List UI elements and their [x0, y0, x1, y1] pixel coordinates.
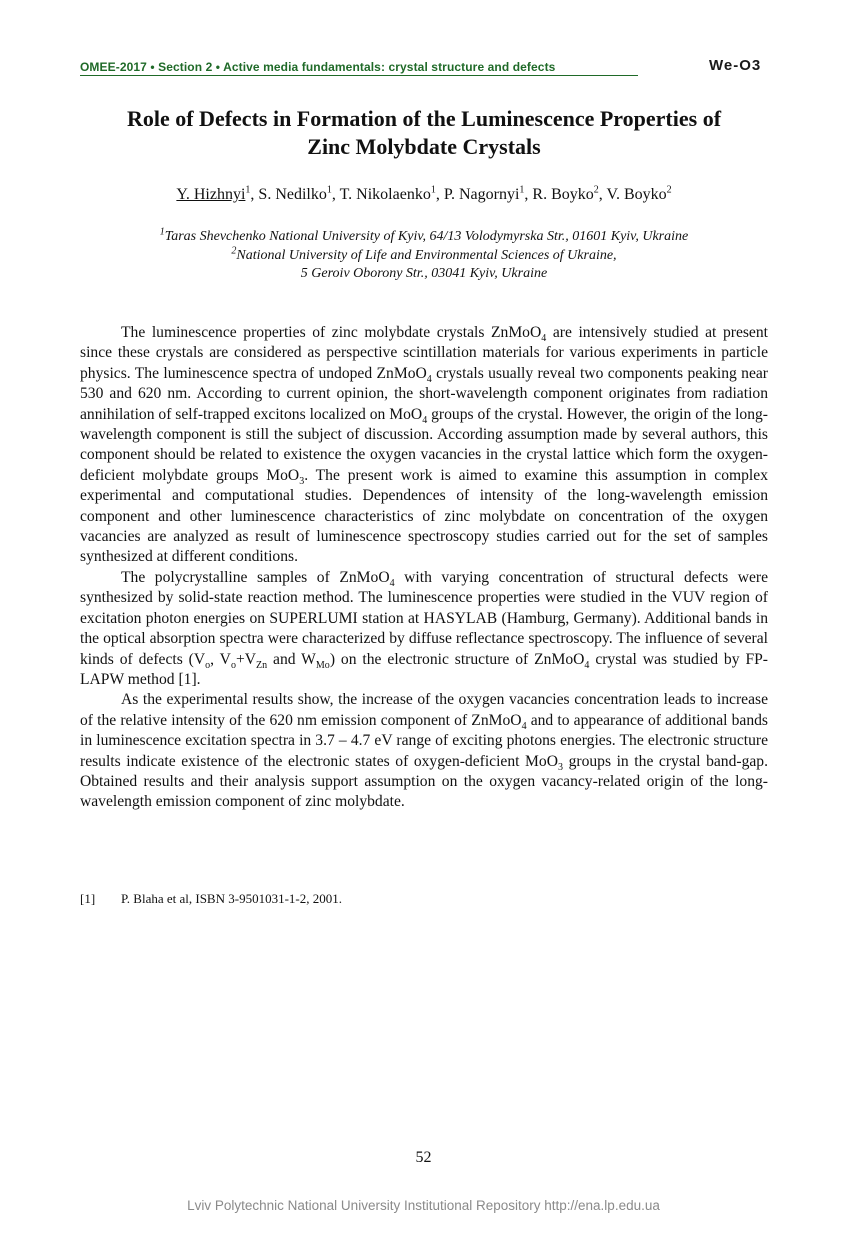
text-run: and W — [267, 650, 316, 668]
author — [176, 186, 250, 203]
affiliation-1-text: Taras Shevchenko National University of Kyiv, 64/13 Volodymyrska Str., 01601 Kyiv, Ukraine — [164, 229, 689, 244]
reference-text: P. Blaha et al, ISBN 3-9501031-1-2, 2001. — [121, 891, 342, 906]
text-run: , V — [210, 650, 231, 668]
subscript: 4 — [389, 577, 395, 589]
subscript: 4 — [541, 333, 547, 345]
subscript: Zn — [256, 659, 268, 671]
subscript: Mo — [315, 659, 330, 671]
author-name: Y. Hizhnyi — [176, 186, 246, 203]
abstract-paragraph-1 — [80, 323, 768, 568]
author-affiliation-mark: 1 — [430, 184, 436, 196]
page-number: 52 — [415, 1149, 432, 1166]
text-run: with varying concentration of structural defects were synthesized by solid-state reaction method. The luminescence properties were studied in the VUV region of excitation photon energies on SUPERLUMI station at HASYLAB (Hamburg, Germany). Additional bands in the optical absorption spectra were characterized by diffuse reflectance spectroscopy. The influence of several kinds of defects (V — [80, 568, 768, 668]
subscript: 4 — [422, 414, 428, 426]
author-name: R. Boyko — [532, 186, 594, 203]
subscript: o — [230, 659, 236, 671]
text-run: crystals usually reveal two components peaking near 530 and 620 nm. According to current opinion, the short-wavelength component originates from radiation annihilation of self-trapped excitons localized on MoO — [80, 364, 769, 423]
author-affiliation-mark: 1 — [245, 184, 251, 196]
subscript: o — [205, 659, 211, 671]
paper-title — [80, 105, 768, 161]
subscript: 4 — [584, 659, 590, 671]
author-name: T. Nikolaenko — [339, 186, 431, 203]
subscript: 4 — [521, 720, 527, 732]
author — [532, 186, 598, 203]
text-run: +V — [235, 650, 256, 668]
affiliation-1 — [80, 228, 768, 247]
text-run: As the experimental results show, the increase of the oxygen vacancies concentration leads to increase of the relative intensity of the 620 nm emission component of ZnMoO — [80, 691, 768, 729]
affiliation-2-text: National University of Life and Environmental Sciences of Ukraine, — [236, 247, 617, 263]
repository-footer: Lviv Polytechnic National University Institutional Repository http://ena.lp.edu.ua — [187, 1198, 660, 1213]
author — [258, 186, 331, 203]
author-affiliation-mark: 1 — [326, 184, 332, 196]
text-run: groups in the crystal band-gap. Obtained results and their analysis support assumption on the oxygen vacancy-related origin of the long-wavelength emission component of zinc molybdate. — [80, 752, 768, 811]
reference-number: [1] — [80, 891, 96, 906]
author-name: P. Nagornyi — [443, 186, 520, 203]
text-run: are intensively studied at present since these crystals are considered as perspective scintillation materials for various experiments in particle physics. The luminescence spectra of undoped ZnMoO — [80, 324, 768, 382]
author-affiliation-mark: 1 — [519, 184, 525, 196]
author-name: V. Boyko — [606, 186, 667, 203]
affiliation-2 — [80, 244, 768, 266]
author — [606, 186, 671, 203]
reference-item — [80, 891, 768, 907]
affiliation-1-mark: 1 — [159, 226, 165, 238]
abstract-paragraph-2 — [80, 568, 768, 690]
paper-title-line-1: Role of Defects in Formation of the Luminescence Properties of — [126, 106, 722, 131]
abstract-paragraph-3 — [80, 690, 768, 812]
text-run: ) on the electronic structure of ZnMoO — [329, 650, 585, 668]
author — [340, 186, 436, 203]
author-name: S. Nedilko — [258, 186, 327, 203]
text-run: and to appearance of additional bands in luminescence excitation spectra in 3.7 – 4.7 eV range of exciting photons energies. The electronic structure results indicate existence of the electronic states of oxygen-deficient MoO — [80, 711, 768, 770]
text-run: The luminescence properties of zinc molybdate crystals ZnMoO — [121, 324, 542, 341]
running-header-section: OMEE-2017 • Section 2 • Active media fundamentals: crystal structure and defects — [80, 60, 556, 74]
subscript: 3 — [558, 761, 563, 773]
author-list: Y. Hizhnyi$^1$, S. Nedilko$^1$, T. Nikolaenko$^1$, P. Nagornyi$^1$, R. Boyko$^2$, V. Boyko$^2$ — [176, 184, 672, 203]
author — [444, 186, 525, 203]
text-run: crystal was studied by FP-LAPW method [1]. — [80, 650, 768, 688]
text-run: The polycrystalline samples of ZnMoO — [121, 568, 390, 586]
text-run: groups of the crystal. However, the origin of the long-wavelength component is still the subject of discussion. According assumption made by several authors, this component should be related to existence the oxygen vacancies in the crystal lattice which form the oxygen-deficient molybdate groups MoO — [80, 405, 768, 484]
header-underline — [80, 75, 638, 76]
affiliation-2-address: 5 Geroiv Oborony Str., 03041 Kyiv, Ukraine — [300, 266, 548, 281]
author-affiliation-mark: 2 — [666, 184, 672, 196]
paper-title-line-2: Zinc Molybdate Crystals — [307, 134, 541, 159]
subscript: 3 — [299, 475, 305, 487]
author-affiliation-mark: 2 — [593, 184, 599, 196]
subscript: 4 — [426, 373, 432, 385]
abstract-body — [80, 323, 768, 813]
running-header-code: We-O3 — [709, 57, 762, 74]
text-run: . The present work is aimed to examine this assumption in complex experimental and computational studies. Dependences of intensity of the long-wavelength emission component and other luminescence characteristics of zinc molybdate on concentration of the oxygen vacancies are analyzed as result of luminescence spectroscopy studies carried out for the set of samples synthesized at different conditions. — [80, 466, 768, 566]
affiliations — [80, 228, 768, 284]
affiliation-2-mark: 2 — [231, 244, 237, 256]
